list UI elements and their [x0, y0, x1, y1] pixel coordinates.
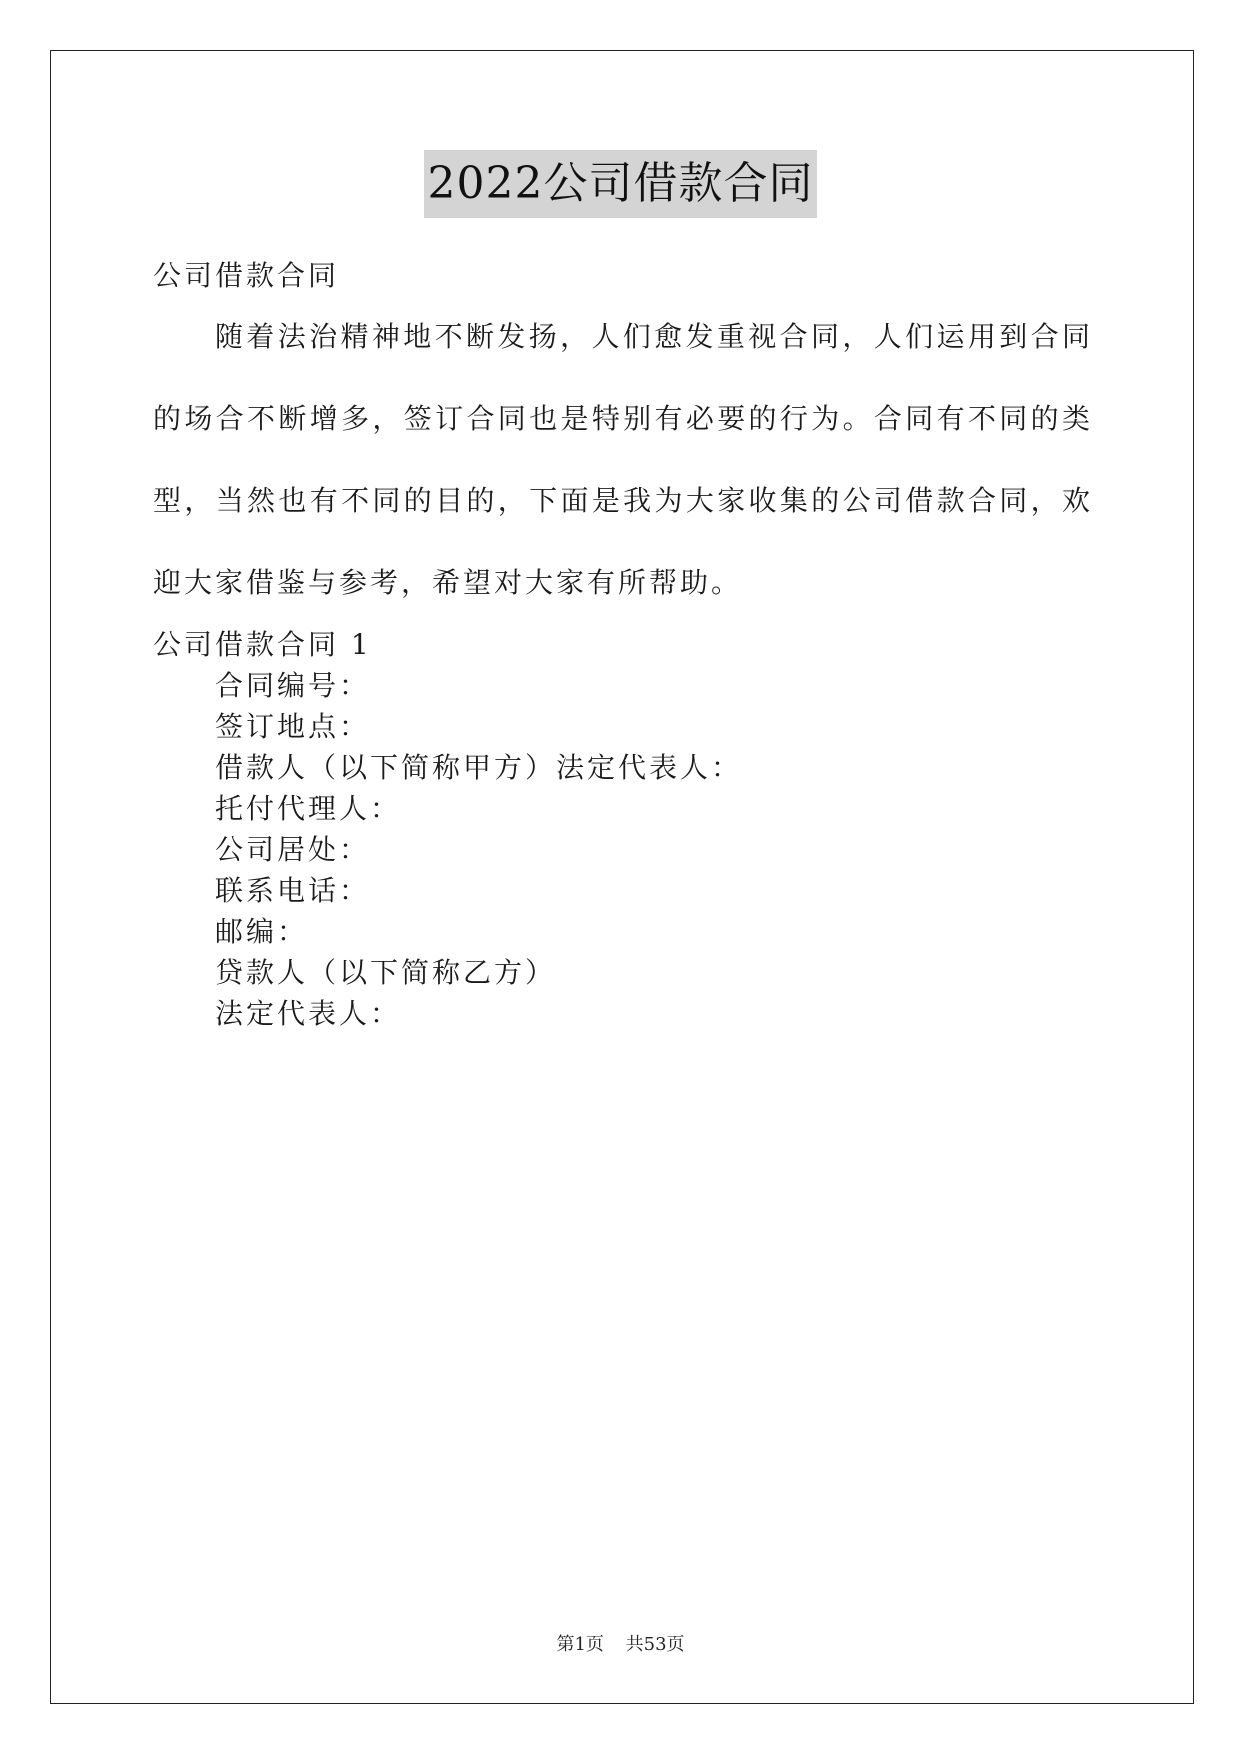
field-postcode: 邮编： — [215, 915, 309, 948]
page-total: 共53页 — [625, 1634, 685, 1655]
field-contract-number: 合同编号： — [215, 669, 371, 702]
document-subtitle: 公司借款合同 — [153, 259, 340, 292]
field-company-address: 公司居处： — [215, 833, 371, 866]
field-phone: 联系电话： — [215, 874, 371, 907]
field-lender: 贷款人（以下简称乙方） — [215, 956, 557, 989]
section-title: 公司借款合同 1 — [153, 628, 372, 661]
field-signing-place: 签订地点： — [215, 710, 371, 743]
field-legal-representative: 法定代表人： — [215, 997, 402, 1030]
page-footer — [0, 1630, 1241, 1656]
intro-paragraph: 随着法治精神地不断发扬，人们愈发重视合同，人们运用到合同的场合不断增多，签订合同也是特别有必要的行为。合同有不同的类型，当然也有不同的目的，下面是我为大家收集的公司借款合同，欢迎大家借鉴与参考，希望对大家有所帮助。 — [153, 320, 1093, 599]
field-borrower-representative: 借款人（以下简称甲方）法定代表人： — [215, 751, 743, 784]
field-agent: 托付代理人： — [215, 792, 402, 825]
title-container — [0, 150, 1241, 218]
document-title: 2022公司借款合同 — [424, 150, 818, 218]
page-number: 第1页 — [556, 1634, 604, 1655]
document-body — [153, 255, 1093, 1034]
